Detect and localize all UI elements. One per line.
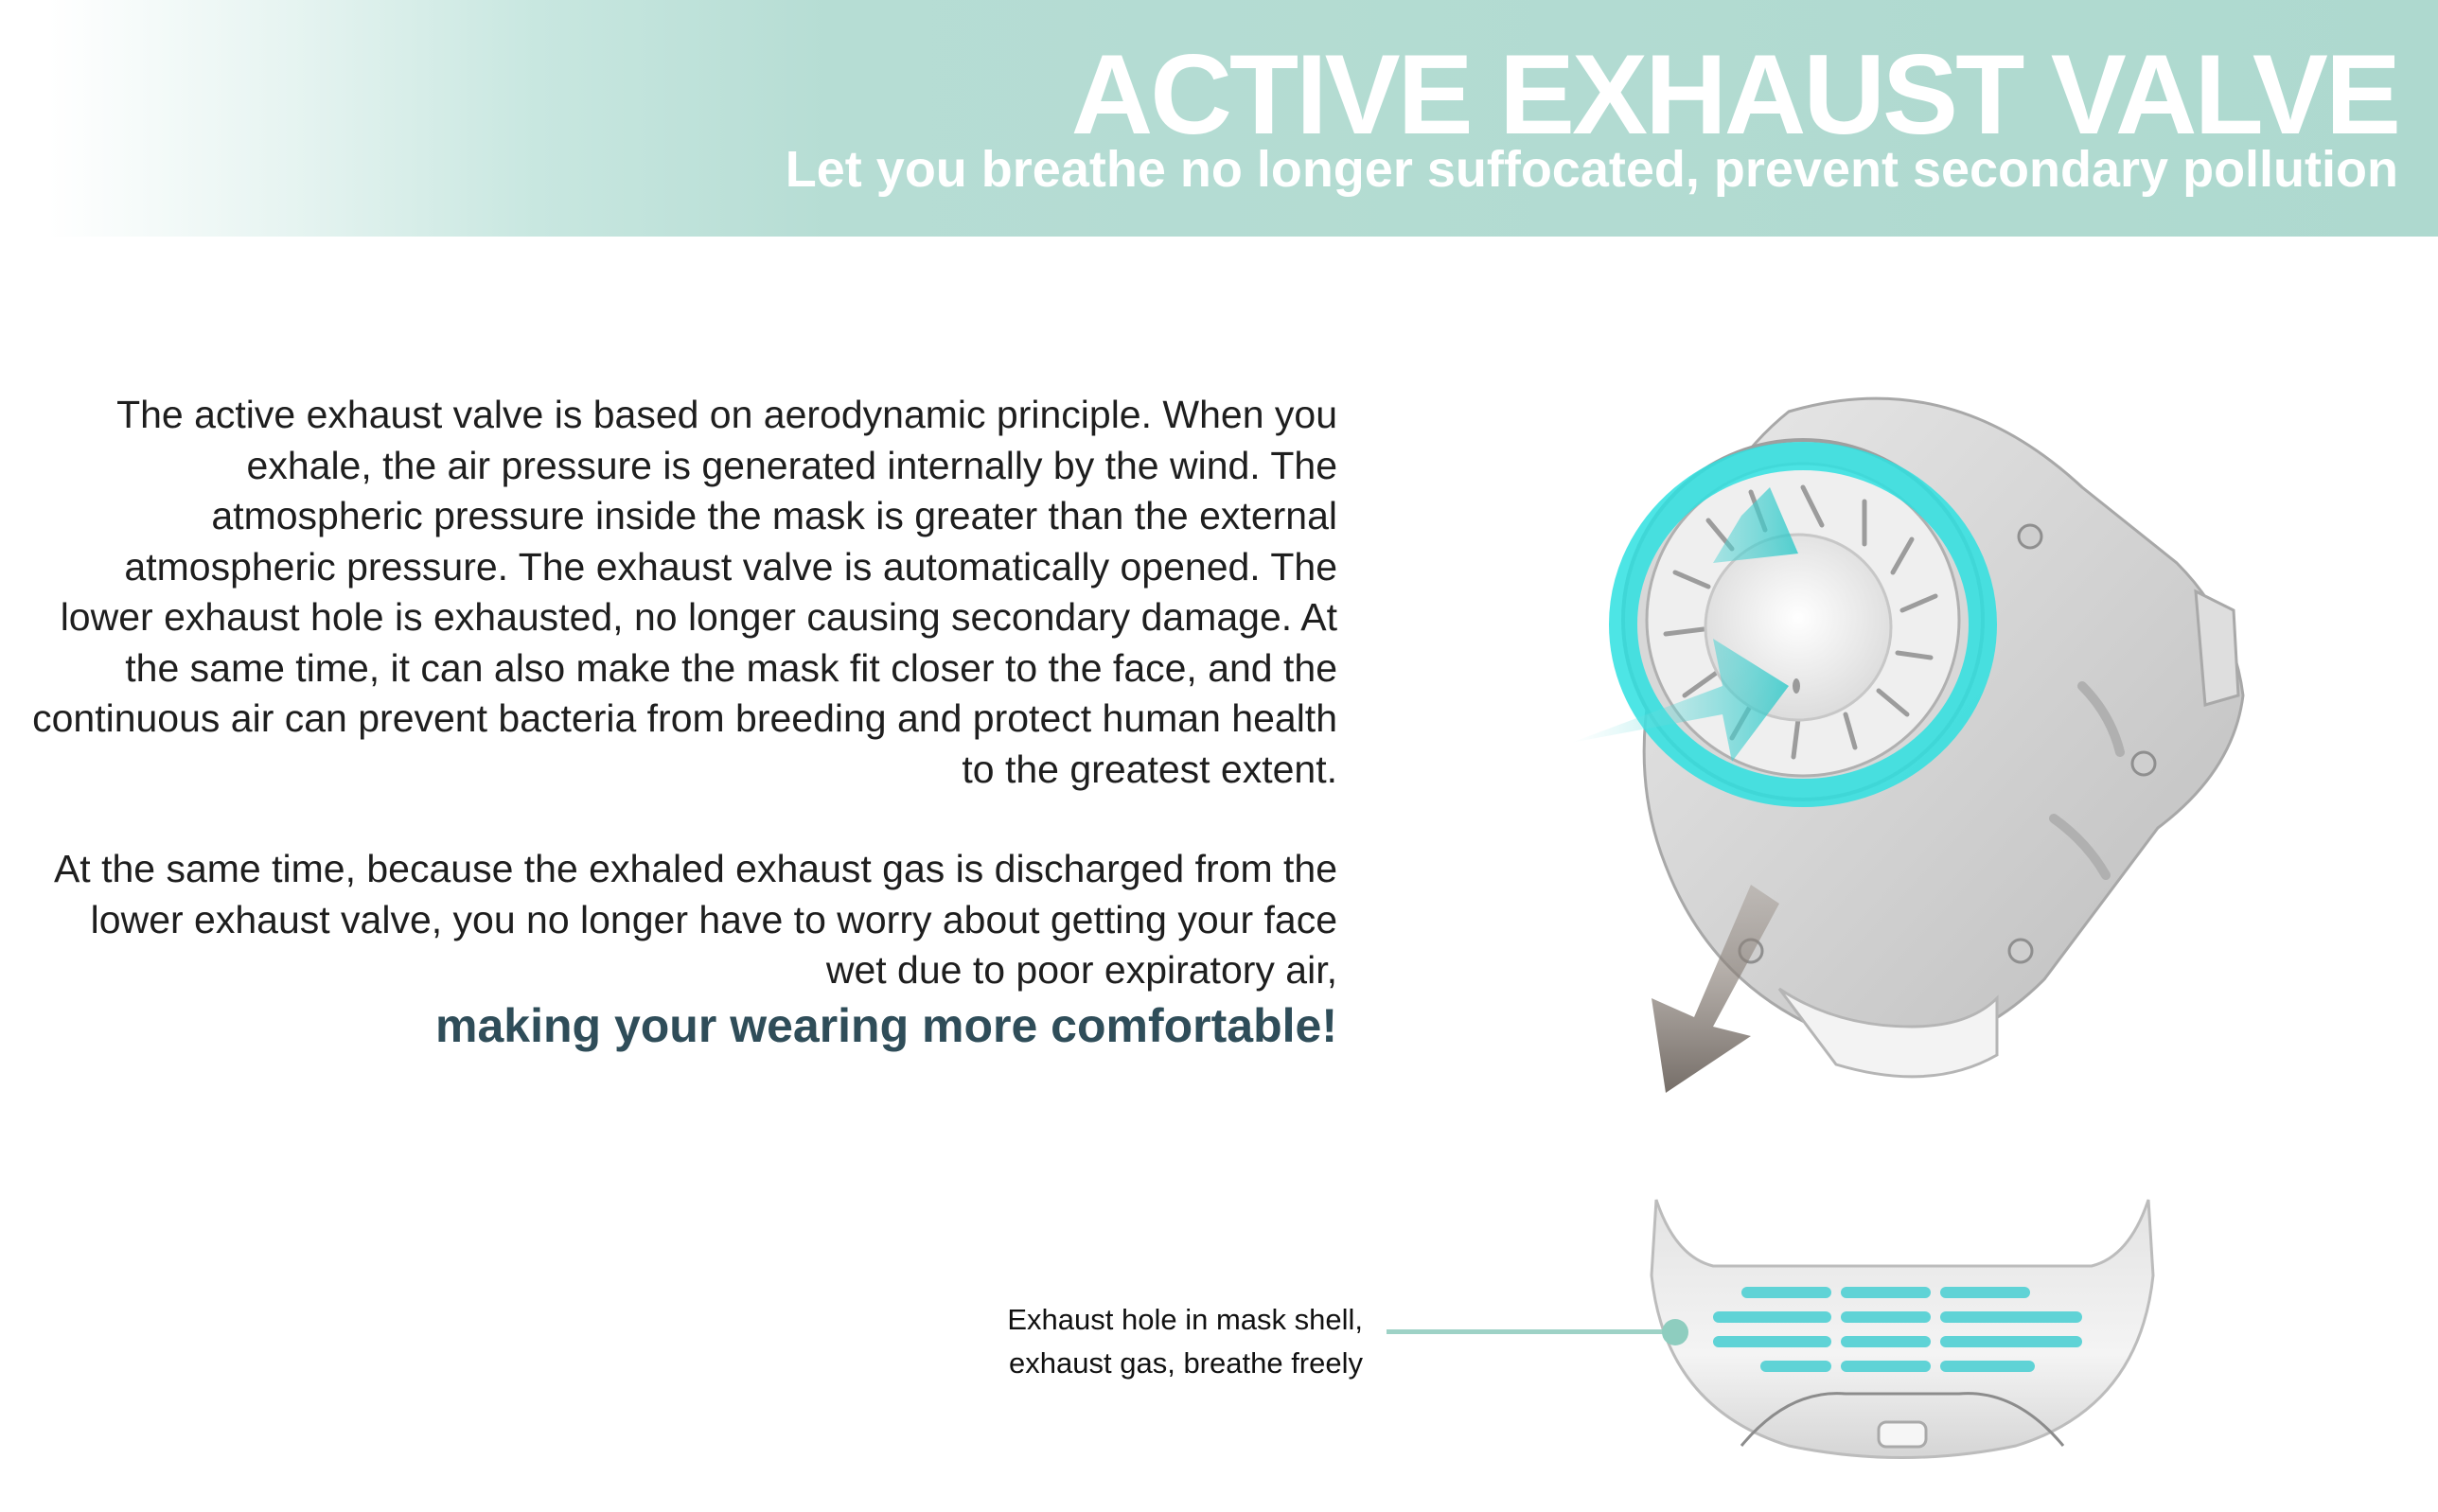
header-banner: [0, 0, 2438, 237]
description-paragraph-2: [31, 844, 1337, 1055]
caption-line-1: Exhaust hole in mask shell,: [1007, 1303, 1363, 1336]
callout-leader-line: [1387, 1329, 1676, 1334]
callout-leader-dot: [1662, 1319, 1688, 1345]
page-title: ACTIVE EXHAUST VALVE: [1070, 31, 2398, 158]
caption-line-2: exhaust gas, breathe freely: [1009, 1346, 1363, 1380]
description-paragraph-2-text: At the same time, because the exhaled exhaust gas is discharged from the lower exhaust valve, you no longer have to worry about getting your face wet due to poor expiratory air,: [53, 847, 1337, 992]
mask-shell-illustration: [1637, 1190, 2167, 1465]
exhaust-hole-caption: [909, 1298, 1363, 1385]
description-paragraph-1: The active exhaust valve is based on aerodynamic principle. When you exhale, the air pressure is generated internally by the wind. The atmospheric pressure inside the mask is greater than the external atmospheric pressure. The exhaust valve is automatically opened. The lower exhaust hole is exhausted, no longer causing secondary damage. At the same time, it can also make the mask fit closer to the face, and the continuous air can prevent bacteria from breeding and protect human health to the greatest extent.: [32, 393, 1337, 791]
page-subtitle: Let you breathe no longer suffocated, prevent secondary pollution: [785, 141, 2398, 198]
description-text: [31, 390, 1337, 1055]
exhaust-valve-illustration: [1552, 374, 2271, 1112]
description-emphasis: making your wearing more comfortable!: [435, 998, 1337, 1052]
